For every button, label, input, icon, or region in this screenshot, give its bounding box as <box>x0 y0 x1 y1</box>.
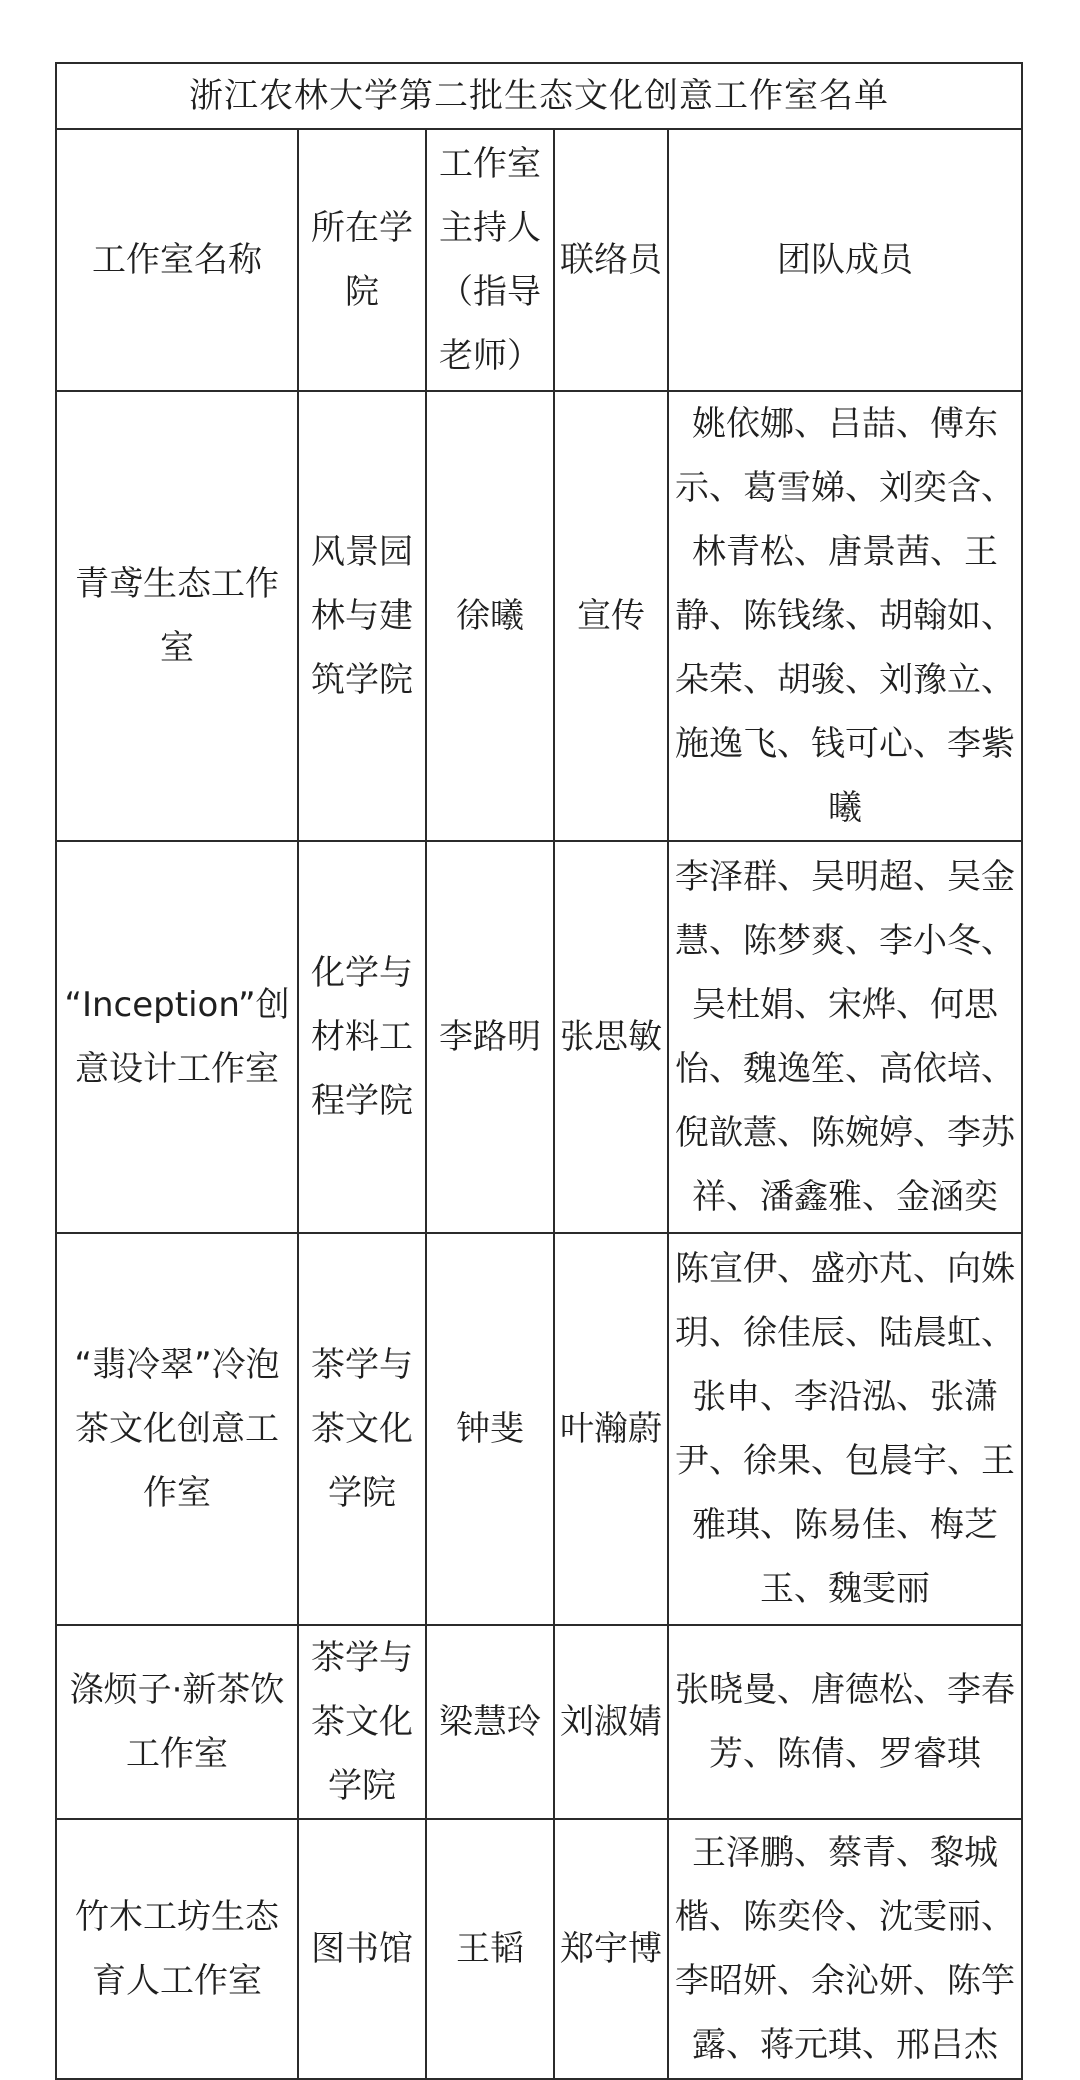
members-cell: 姚依娜、吕喆、傅东示、葛雪娣、刘奕含、林青松、唐景茜、王静、陈钱缘、胡翰如、朵荣、胡骏、刘豫立、施逸飞、钱可心、李紫曦 <box>668 391 1022 841</box>
studio-name-cell: 青鸢生态工作室 <box>56 391 298 841</box>
studio-roster-table <box>55 62 1023 2080</box>
studio-name-cell: 涤烦子·新茶饮工作室 <box>56 1625 298 1819</box>
table-row <box>56 1625 1022 1819</box>
table-row <box>56 841 1022 1233</box>
liaison-cell: 刘淑婧 <box>554 1625 668 1819</box>
studio-name-cell: “Inception”创意设计工作室 <box>56 841 298 1233</box>
college-cell: 茶学与茶文化学院 <box>298 1625 426 1819</box>
college-cell: 化学与材料工程学院 <box>298 841 426 1233</box>
host-cell: 梁慧玲 <box>426 1625 554 1819</box>
header-college: 所在学院 <box>298 129 426 391</box>
host-cell: 钟斐 <box>426 1233 554 1625</box>
table-row <box>56 391 1022 841</box>
members-cell: 张晓曼、唐德松、李春芳、陈倩、罗睿琪 <box>668 1625 1022 1819</box>
liaison-cell: 宣传 <box>554 391 668 841</box>
college-cell: 风景园林与建筑学院 <box>298 391 426 841</box>
header-row <box>56 129 1022 391</box>
liaison-cell: 叶瀚蔚 <box>554 1233 668 1625</box>
members-cell: 李泽群、吴明超、吴金慧、陈梦爽、李小冬、吴杜娟、宋烨、何思怡、魏逸笙、高依培、倪歆薏、陈婉婷、李苏祥、潘鑫雅、金涵奕 <box>668 841 1022 1233</box>
table-title: 浙江农林大学第二批生态文化创意工作室名单 <box>56 63 1022 129</box>
table-row <box>56 1233 1022 1625</box>
members-cell: 王泽鹏、蔡青、黎城楷、陈奕伶、沈雯丽、李昭妍、余沁妍、陈竽露、蒋元琪、邢吕杰 <box>668 1819 1022 2079</box>
header-studio-name: 工作室名称 <box>56 129 298 391</box>
liaison-cell: 张思敏 <box>554 841 668 1233</box>
studio-name-cell: “翡冷翠”冷泡茶文化创意工作室 <box>56 1233 298 1625</box>
liaison-cell: 郑宇博 <box>554 1819 668 2079</box>
title-row <box>56 63 1022 129</box>
college-cell: 茶学与茶文化学院 <box>298 1233 426 1625</box>
studio-name-cell: 竹木工坊生态育人工作室 <box>56 1819 298 2079</box>
host-cell: 李路明 <box>426 841 554 1233</box>
header-liaison: 联络员 <box>554 129 668 391</box>
host-cell: 王韬 <box>426 1819 554 2079</box>
header-host: 工作室主持人（指导老师） <box>426 129 554 391</box>
members-cell: 陈宣伊、盛亦芃、向姝玥、徐佳辰、陆晨虹、张申、李沿泓、张潇尹、徐果、包晨宇、王雅琪、陈易佳、梅芝玉、魏雯丽 <box>668 1233 1022 1625</box>
header-members: 团队成员 <box>668 129 1022 391</box>
table-row <box>56 1819 1022 2079</box>
host-cell: 徐曦 <box>426 391 554 841</box>
college-cell: 图书馆 <box>298 1819 426 2079</box>
